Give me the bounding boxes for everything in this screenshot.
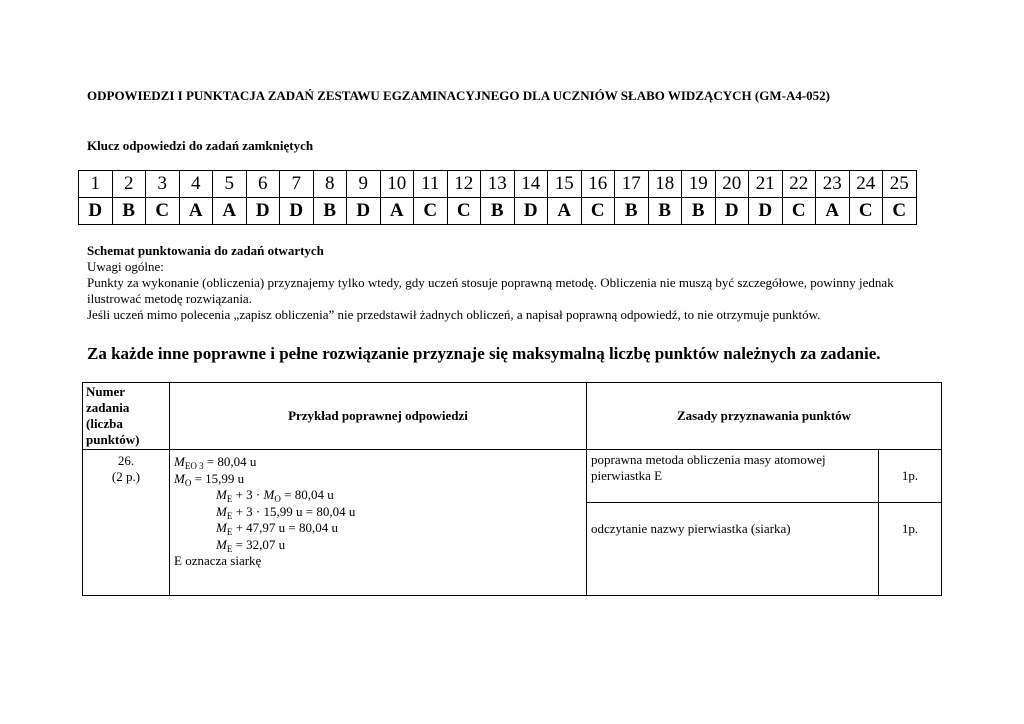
key-number-cell: 5 <box>213 171 247 198</box>
key-number-cell: 22 <box>782 171 816 198</box>
task-points: (2 p.) <box>111 469 141 484</box>
key-answer-cell: A <box>548 198 582 225</box>
rule-points: 1p. <box>879 450 942 503</box>
key-answer-cell: B <box>481 198 515 225</box>
key-number-cell: 21 <box>749 171 783 198</box>
key-number-cell: 23 <box>816 171 850 198</box>
rule-text: poprawna metoda obliczenia masy atomowej pierwiastka E <box>587 450 879 503</box>
key-number-cell: 3 <box>146 171 180 198</box>
general-note-2: Jeśli uczeń mimo polecenia „zapisz obliczenia” nie przedstawił żadnych obliczeń, a napisał poprawną odpowiedź, to nie otrzymuje punktów. <box>87 307 821 322</box>
key-answer-cell: A <box>179 198 213 225</box>
document-title: ODPOWIEDZI I PUNKTACJA ZADAŃ ZESTAWU EGZAMINACYJNEGO DLA UCZNIÓW SŁABO WIDZĄCYCH (GM-A4-052) <box>87 88 830 103</box>
answer-key-answers-row <box>79 198 917 225</box>
key-answer-cell: B <box>615 198 649 225</box>
task-number-cell <box>83 450 170 596</box>
formula-line: $M_E + 47,97$ u = 80,04 u <box>216 520 339 537</box>
key-answer-cell: B <box>313 198 347 225</box>
key-number-cell: 18 <box>648 171 682 198</box>
key-answer-cell: D <box>514 198 548 225</box>
answer-key-table <box>78 170 917 225</box>
key-answer-cell: D <box>347 198 381 225</box>
key-number-cell: 14 <box>514 171 548 198</box>
closed-key-heading: Klucz odpowiedzi do zadań zamkniętych <box>87 138 314 153</box>
key-answer-cell: C <box>782 198 816 225</box>
conclusion-line: E oznacza siarkę <box>174 553 262 568</box>
key-number-cell: 19 <box>682 171 716 198</box>
key-number-cell: 24 <box>849 171 883 198</box>
key-number-cell: 2 <box>112 171 146 198</box>
key-answer-cell: B <box>112 198 146 225</box>
key-answer-cell: B <box>648 198 682 225</box>
key-answer-cell: C <box>849 198 883 225</box>
table-row <box>83 450 942 503</box>
key-answer-cell: C <box>883 198 917 225</box>
formula-line: $M_O = 15,99$ u <box>174 470 245 488</box>
key-answer-cell: C <box>146 198 180 225</box>
key-answer-cell: D <box>79 198 113 225</box>
key-answer-cell: A <box>213 198 247 225</box>
key-number-cell: 13 <box>481 171 515 198</box>
key-answer-cell: B <box>682 198 716 225</box>
rule-points: 1p. <box>879 503 942 596</box>
key-number-cell: 25 <box>883 171 917 198</box>
header-example-answer: Przykład poprawnej odpowiedzi <box>170 383 587 450</box>
task-number: 26. <box>117 453 135 468</box>
key-number-cell: 15 <box>548 171 582 198</box>
open-scheme-heading: Schemat punktowania do zadań otwartych <box>87 243 324 258</box>
key-answer-cell: D <box>246 198 280 225</box>
formula-line: $M_E = 32,07$ u <box>216 536 286 554</box>
key-number-cell: 6 <box>246 171 280 198</box>
key-answer-cell: A <box>816 198 850 225</box>
key-number-cell: 11 <box>414 171 448 198</box>
formula-line: $M_E + 3 \cdot M_O = 80,04$ u <box>216 487 334 504</box>
key-answer-cell: C <box>447 198 481 225</box>
key-number-cell: 16 <box>581 171 615 198</box>
key-number-cell: 9 <box>347 171 381 198</box>
formula-line: $M_E + 3 \cdot 15,99$ u = 80,04 u <box>216 503 356 521</box>
key-answer-cell: C <box>414 198 448 225</box>
general-notes-title: Uwagi ogólne: <box>87 259 164 274</box>
general-note-1: Punkty za wykonanie (obliczenia) przyznajemy tylko wtedy, gdy uczeń stosuje poprawną metodę. Obliczenia nie muszą być szczegółowe, powinny jednak ilustrować metodę rozwiązania. <box>87 275 894 306</box>
scoring-table <box>82 382 942 596</box>
header-scoring-rules: Zasady przyznawania punktów <box>587 383 942 450</box>
key-answer-cell: C <box>581 198 615 225</box>
key-answer-cell: D <box>715 198 749 225</box>
rule-text: odczytanie nazwy pierwiastka (siarka) <box>587 503 879 596</box>
key-number-cell: 7 <box>280 171 314 198</box>
key-number-cell: 4 <box>179 171 213 198</box>
full-solution-note: Za każde inne poprawne i pełne rozwiązanie przyznaje się maksymalną liczbę punktów należnych za zadanie. <box>87 344 881 363</box>
answer-key-numbers-row <box>79 171 917 198</box>
key-number-cell: 10 <box>380 171 414 198</box>
scoring-table-header <box>83 383 942 450</box>
header-task-number: Numer zadania (liczba punktów) <box>83 383 170 450</box>
example-answer-cell <box>170 450 587 596</box>
key-number-cell: 20 <box>715 171 749 198</box>
key-number-cell: 8 <box>313 171 347 198</box>
key-answer-cell: A <box>380 198 414 225</box>
key-number-cell: 17 <box>615 171 649 198</box>
formula-line: $M_{EO 3} = 80,04$ u <box>174 454 257 471</box>
key-answer-cell: D <box>749 198 783 225</box>
key-number-cell: 12 <box>447 171 481 198</box>
key-number-cell: 1 <box>79 171 113 198</box>
key-answer-cell: D <box>280 198 314 225</box>
